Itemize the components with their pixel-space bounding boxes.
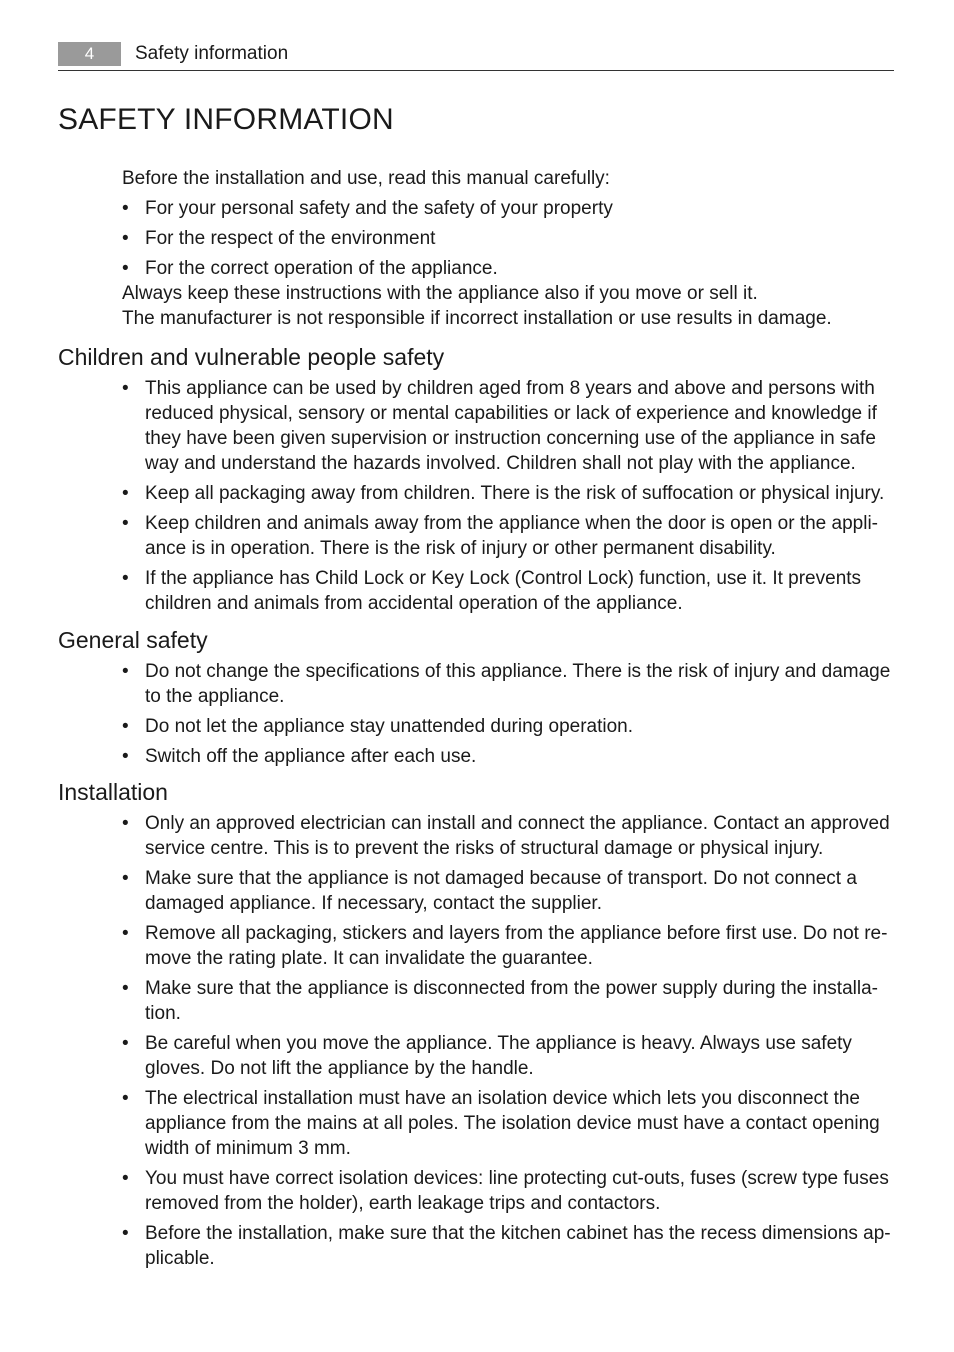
document-body xyxy=(58,166,894,1271)
list-item-text: For your personal safety and the safety of your property xyxy=(145,198,613,219)
section-heading-installation: Installation xyxy=(58,779,168,805)
intro-note: The manufacturer is not responsible if incorrect installation or use results in damage. xyxy=(122,308,832,329)
list-item xyxy=(122,376,894,476)
list-item xyxy=(122,1221,894,1271)
list-item-text: Do not change the specifications of this appliance. There is the risk of injury and damage to the appliance. xyxy=(145,661,891,707)
list-item-text: Make sure that the appliance is not damaged because of transport. Do not connect a damaged appliance. If necessary, contact the supplier. xyxy=(145,868,857,914)
list-item xyxy=(122,659,894,709)
section-heading-general-safety: General safety xyxy=(58,627,208,653)
list-item xyxy=(122,921,894,971)
page-title: SAFETY INFORMATION xyxy=(58,103,394,136)
list-item xyxy=(122,811,894,861)
bullet-icon: • xyxy=(122,978,129,999)
list-item xyxy=(122,976,894,1026)
list-item-text: For the respect of the environment xyxy=(145,228,436,249)
bullet-icon: • xyxy=(122,813,129,834)
list-item-text: Be careful when you move the appliance. The appliance is heavy. Always use safety gloves. Do not lift the appliance by the handle. xyxy=(145,1033,852,1079)
list-item-text: Keep all packaging away from children. There is the risk of suffocation or physical injury. xyxy=(145,483,885,504)
list-item xyxy=(122,256,894,281)
bullet-icon: • xyxy=(122,661,129,682)
list-item xyxy=(122,714,894,739)
intro-lead: Before the installation and use, read this manual carefully: xyxy=(122,168,610,189)
children-safety-list xyxy=(122,376,894,616)
bullet-icon: • xyxy=(122,483,129,504)
list-item xyxy=(122,511,894,561)
page-number: 4 xyxy=(58,42,121,66)
intro-block xyxy=(122,166,894,331)
list-item-text: Remove all packaging, stickers and layers from the appliance before first use. Do not re-move the rating plate. It can invalidate the guarantee. xyxy=(145,923,888,969)
bullet-icon: • xyxy=(122,513,129,534)
bullet-icon: • xyxy=(122,228,129,249)
bullet-icon: • xyxy=(122,378,129,399)
bullet-icon: • xyxy=(122,198,129,219)
intro-bullet-list xyxy=(122,196,894,281)
list-item-text: The electrical installation must have an isolation device which lets you disconnect the appliance from the mains at all poles. The isolation device must have a contact opening width of minimum 3 mm. xyxy=(145,1088,880,1159)
bullet-icon: • xyxy=(122,716,129,737)
list-item-text: For the correct operation of the appliance. xyxy=(145,258,498,279)
bullet-icon: • xyxy=(122,923,129,944)
list-item xyxy=(122,226,894,251)
list-item-text: You must have correct isolation devices: line protecting cut-outs, fuses (screw type fuses removed from the holder), earth leakage trips and contactors. xyxy=(145,1168,889,1214)
list-item-text: Switch off the appliance after each use. xyxy=(145,746,477,767)
list-item-text: Only an approved electrician can install and connect the appliance. Contact an approved service centre. This is to prevent the risks of structural damage or physical injury. xyxy=(145,813,890,859)
list-item-text: If the appliance has Child Lock or Key Lock (Control Lock) function, use it. It prevents children and animals from accidental operation of the appliance. xyxy=(145,568,862,614)
page-header xyxy=(58,40,894,71)
list-item xyxy=(122,744,894,769)
list-item xyxy=(122,196,894,221)
list-item-text: Do not let the appliance stay unattended during operation. xyxy=(145,716,634,737)
list-item-text: Keep children and animals away from the appliance when the door is open or the appli-ance is in operation. There is the risk of injury or other permanent disability. xyxy=(145,513,879,559)
list-item-text: Make sure that the appliance is disconnected from the power supply during the installa-tion. xyxy=(145,978,878,1024)
list-item xyxy=(122,1031,894,1081)
intro-note: Always keep these instructions with the appliance also if you move or sell it. xyxy=(122,283,758,304)
list-item xyxy=(122,866,894,916)
list-item-text: Before the installation, make sure that the kitchen cabinet has the recess dimensions ap-plicable. xyxy=(145,1223,891,1269)
running-header-title: Safety information xyxy=(135,43,289,64)
bullet-icon: • xyxy=(122,1033,129,1054)
bullet-icon: • xyxy=(122,746,129,767)
installation-list xyxy=(122,811,894,1271)
list-item xyxy=(122,1086,894,1161)
general-safety-list xyxy=(122,659,894,769)
list-item xyxy=(122,566,894,616)
section-heading-children-safety: Children and vulnerable people safety xyxy=(58,344,445,370)
list-item-text: This appliance can be used by children aged from 8 years and above and persons with reduced physical, sensory or mental capabilities or lack of experience and knowledge if they have been given supervision or instruction concerning use of the appliance in safe way and understand the hazards involved. Children shall not play with the appliance. xyxy=(145,378,877,474)
bullet-icon: • xyxy=(122,1088,129,1109)
list-item xyxy=(122,481,894,506)
bullet-icon: • xyxy=(122,568,129,589)
bullet-icon: • xyxy=(122,1168,129,1189)
bullet-icon: • xyxy=(122,868,129,889)
bullet-icon: • xyxy=(122,258,129,279)
list-item xyxy=(122,1166,894,1216)
bullet-icon: • xyxy=(122,1223,129,1244)
